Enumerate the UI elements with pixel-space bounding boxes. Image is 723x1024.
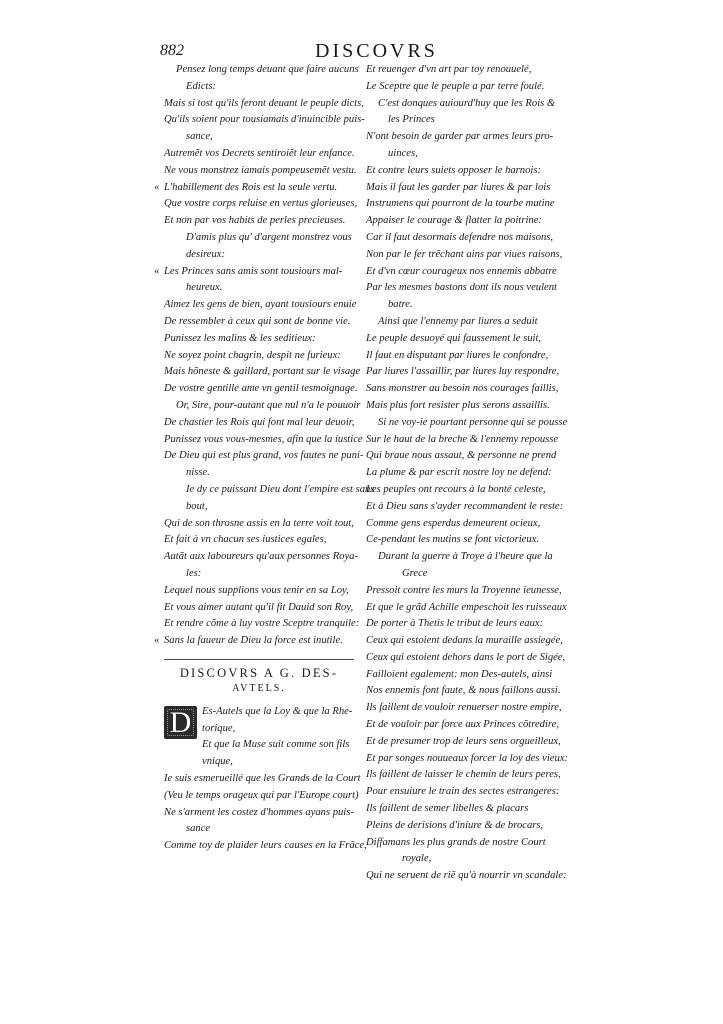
verse-line: les:	[186, 567, 202, 579]
verse-line: Aimez les gens de bien, ayant tousiours enuie	[164, 299, 357, 311]
verse-line: Non par le fer trẽchant ains par viues raisons,	[366, 248, 563, 260]
verse-line: Mais si tost qu'ils feront deuant le peuple dicts,	[164, 97, 364, 109]
verse-line: Punissez vous vous-mesmes, afin que la iustice	[164, 433, 363, 445]
verse-line: Comme gens esperdus demeurent ocieux,	[366, 517, 541, 529]
verse-line: Et que la Muse suit comme son fils	[202, 739, 350, 751]
verse-line: Comme toy de plaider leurs causes en la Frãce,	[164, 840, 367, 852]
verse-line: De ressembler à ceux qui sont de bonne vie.	[164, 315, 351, 327]
verse-line: Lequel nous supplions vous tenir en sa Loy,	[164, 584, 349, 596]
right-verse-block	[366, 62, 569, 885]
verse-line: Et de vouloir par force aux Princes cõtredire,	[366, 719, 559, 731]
verse-line: Mais il faut les garder par liures & par lois	[366, 181, 551, 193]
verse-line: les Princes	[388, 114, 435, 126]
verse-line: Ceux qui estoient dehors dans le port de Sigée,	[366, 651, 566, 663]
verse-line: Si ne voy-ie pourtant personne qui se pousse	[378, 416, 568, 428]
verse-line: Edicts:	[186, 80, 217, 92]
section-opening	[164, 704, 369, 855]
verse-line: La plume & par escrit nostre loy ne defend:	[366, 467, 552, 479]
verse-line: Mais plus fort resister plus serons assaillis.	[366, 399, 550, 411]
verse-line: Es-Autels que la Loy & que la Rhe-	[202, 705, 353, 717]
verse-line: « Sans la faueur de Dieu la force est inutile.	[164, 633, 369, 650]
verse-line: Pour ensuiure le train des sectes estrangeres:	[366, 786, 560, 798]
verse-line: Et à Dieu sans s'ayder recommandent le reste:	[366, 500, 564, 512]
verse-line: bout,	[186, 500, 208, 512]
verse-line: Ie dy ce puissant Dieu dont l'empire est sans	[186, 483, 375, 495]
verse-line: Les peuples ont recours à la bonté celeste,	[366, 483, 546, 495]
verse-line: Ne soyez point chagrin, despit ne furieux:	[164, 349, 341, 361]
verse-line: Ce-pendant les mutins se font victorieux.	[366, 534, 539, 546]
verse-line: Qui braue nous assaut, & personne ne prend	[366, 450, 557, 462]
verse-line: Ceux qui estoient dedans la muraille assiegée,	[366, 635, 563, 647]
verse-line: Sur le haut de la breche & l'ennemy repousse	[366, 433, 559, 445]
verse-line: Car il faut desormais defendre nos maisons,	[366, 231, 554, 243]
verse-line: Et d'vn cœur courageux nos ennemis abbatre	[366, 265, 557, 277]
verse-line: Par les mesmes bastons dont ils nous veulent	[366, 282, 557, 294]
page-header	[160, 40, 580, 64]
verse-line: batre.	[388, 299, 413, 311]
verse-line: C'est donques auiourd'huy que les Rois &	[378, 97, 556, 109]
verse-line: heureux.	[186, 282, 223, 294]
verse-line: (Veu le temps orageux qui par l'Europe court)	[164, 789, 359, 801]
verse-line: Ils faillent de vouloir renuerser nostre empire,	[366, 702, 562, 714]
right-column	[366, 62, 569, 885]
verse-line: Pensez long temps deuant que faire aucuns	[176, 64, 359, 75]
verse-line: uinces,	[388, 147, 418, 159]
verse-line: Instrumens qui pourront de la tourbe mutine	[366, 198, 555, 210]
verse-line: Ne s'arment les costez d'hommes ayans puis-	[164, 806, 354, 818]
verse-line: Qu'ils soient pour tousiamais d'inuincible puis-	[164, 114, 365, 126]
verse-line: De porter à Thetis le tribut de leurs eaux:	[366, 618, 544, 630]
section-subtitle: AVTELS.	[232, 682, 286, 694]
verse-line: Nos ennemis font faute, & nous faillons aussi.	[366, 685, 561, 697]
left-column	[164, 62, 375, 855]
verse-line: D'amis plus qu' d'argent monstrez vous	[186, 231, 352, 243]
verse-line: Mais hõneste & gaillard, portant sur le visage	[164, 366, 361, 378]
verse-line: Ne vous monstrez iamais pompeusemẽt vestu.	[164, 164, 357, 176]
verse-line: Autãt aux laboureurs qu'aux personnes Roya-	[164, 551, 359, 563]
verse-line: Diffamans les plus grands de nostre Court	[366, 836, 546, 848]
verse-line: Le peuple desuoyé qui faussement le suit,	[366, 332, 542, 344]
left-verse-block	[164, 62, 375, 650]
running-title: DISCOVRS	[315, 40, 438, 62]
page-number: 882	[160, 42, 184, 59]
verse-line: vnique,	[202, 756, 233, 768]
verse-line: Appaiser le courage & flatter la poitrine:	[366, 215, 542, 227]
verse-line: De vostre gentille ame vn gentil tesmoignage.	[164, 383, 358, 395]
verse-line: N'ont besoin de garder par armes leurs pro-	[366, 131, 554, 143]
verse-line: Et par songes nouueaux forcer la loy des vieux:	[366, 752, 569, 764]
verse-line: De Dieu qui est plus grand, vos fautes ne puni-	[164, 450, 364, 462]
verse-line: nisse.	[186, 467, 210, 479]
verse-line: sance	[186, 823, 211, 835]
verse-line: royale,	[402, 853, 432, 865]
verse-line: Pleins de derisions d'iniure & de brocars,	[366, 819, 544, 831]
verse-line: Et rendre cõme à luy vostre Sceptre tranquile:	[164, 618, 360, 630]
verse-line: Et contre leurs suiets opposer le harnois:	[366, 164, 541, 176]
verse-line: Or, Sire, pour-autant que nul n'a le pouuoir	[176, 399, 361, 411]
verse-line: Grece	[402, 567, 428, 579]
verse-line: desireux:	[186, 248, 226, 260]
verse-line: Et fait à vn chacun ses iustices egales,	[164, 534, 327, 546]
verse-line: sance,	[186, 131, 213, 143]
verse-line: Qui de son throsne assis en la terre voit tout,	[164, 517, 354, 529]
verse-line: « Les Princes sans amis sont tousiours mal-	[164, 264, 369, 281]
verse-line: « L'habillement des Rois est la seule vertu.	[164, 180, 369, 197]
verse-line: torique,	[202, 722, 236, 734]
verse-line: Par liures l'assaillir, par liures luy respondre,	[366, 366, 560, 378]
verse-line: Ie suis esmerueillé que les Grands de la Court	[164, 773, 361, 785]
verse-line: Pressoit contre les murs la Troyenne ieunesse,	[366, 584, 562, 596]
verse-line: Punissez les malins & les seditieux:	[164, 332, 316, 344]
verse-line: Il faut en disputant par liures le confondre,	[366, 349, 549, 361]
verse-line: De chastier les Rois qui font mal leur deuoir,	[164, 416, 355, 428]
dropcap-initial: D	[164, 706, 197, 739]
verse-line: Et non par vos habits de perles precieuses.	[164, 215, 346, 227]
verse-line: Ainsi que l'ennemy par liures a seduit	[378, 315, 538, 327]
verse-line: Autremẽt vos Decrets sentiroiẽt leur enfance.	[164, 147, 355, 159]
verse-line: Et de presumer trop de leurs sens orgueilleux,	[366, 735, 561, 747]
verse-line: Sans monstrer au besoin nos courages faillis,	[366, 383, 559, 395]
verse-line: Ils faillent de semer libelles & placars	[366, 803, 529, 815]
verse-line: Failloient egalement: mon Des-autels, ainsi	[366, 668, 553, 680]
verse-line: Ils faillent de laisser le chemin de leurs peres,	[366, 769, 561, 781]
verse-line: Qui ne seruent de riẽ qu'à nourrir vn scandale:	[366, 870, 567, 882]
section-title: DISCOVRS A G. DES-	[179, 665, 339, 680]
verse-line: Et que le grãd Achille empeschoit les ruisseaux	[366, 601, 567, 613]
verse-line: Que vostre corps reluise en vertus glorieuses,	[164, 198, 358, 210]
section-divider	[164, 659, 354, 660]
verse-line: Durant la guerre à Troye à l'heure que la	[378, 551, 553, 563]
verse-line: Et reuenger d'vn art par toy renouuelé,	[366, 64, 532, 75]
verse-line: Et vous aimer autant qu'il fit Dauid son Roy,	[164, 601, 354, 613]
verse-line: Le Sceptre que le peuple a par terre foulé.	[366, 80, 545, 92]
section-verse-block	[164, 704, 369, 855]
